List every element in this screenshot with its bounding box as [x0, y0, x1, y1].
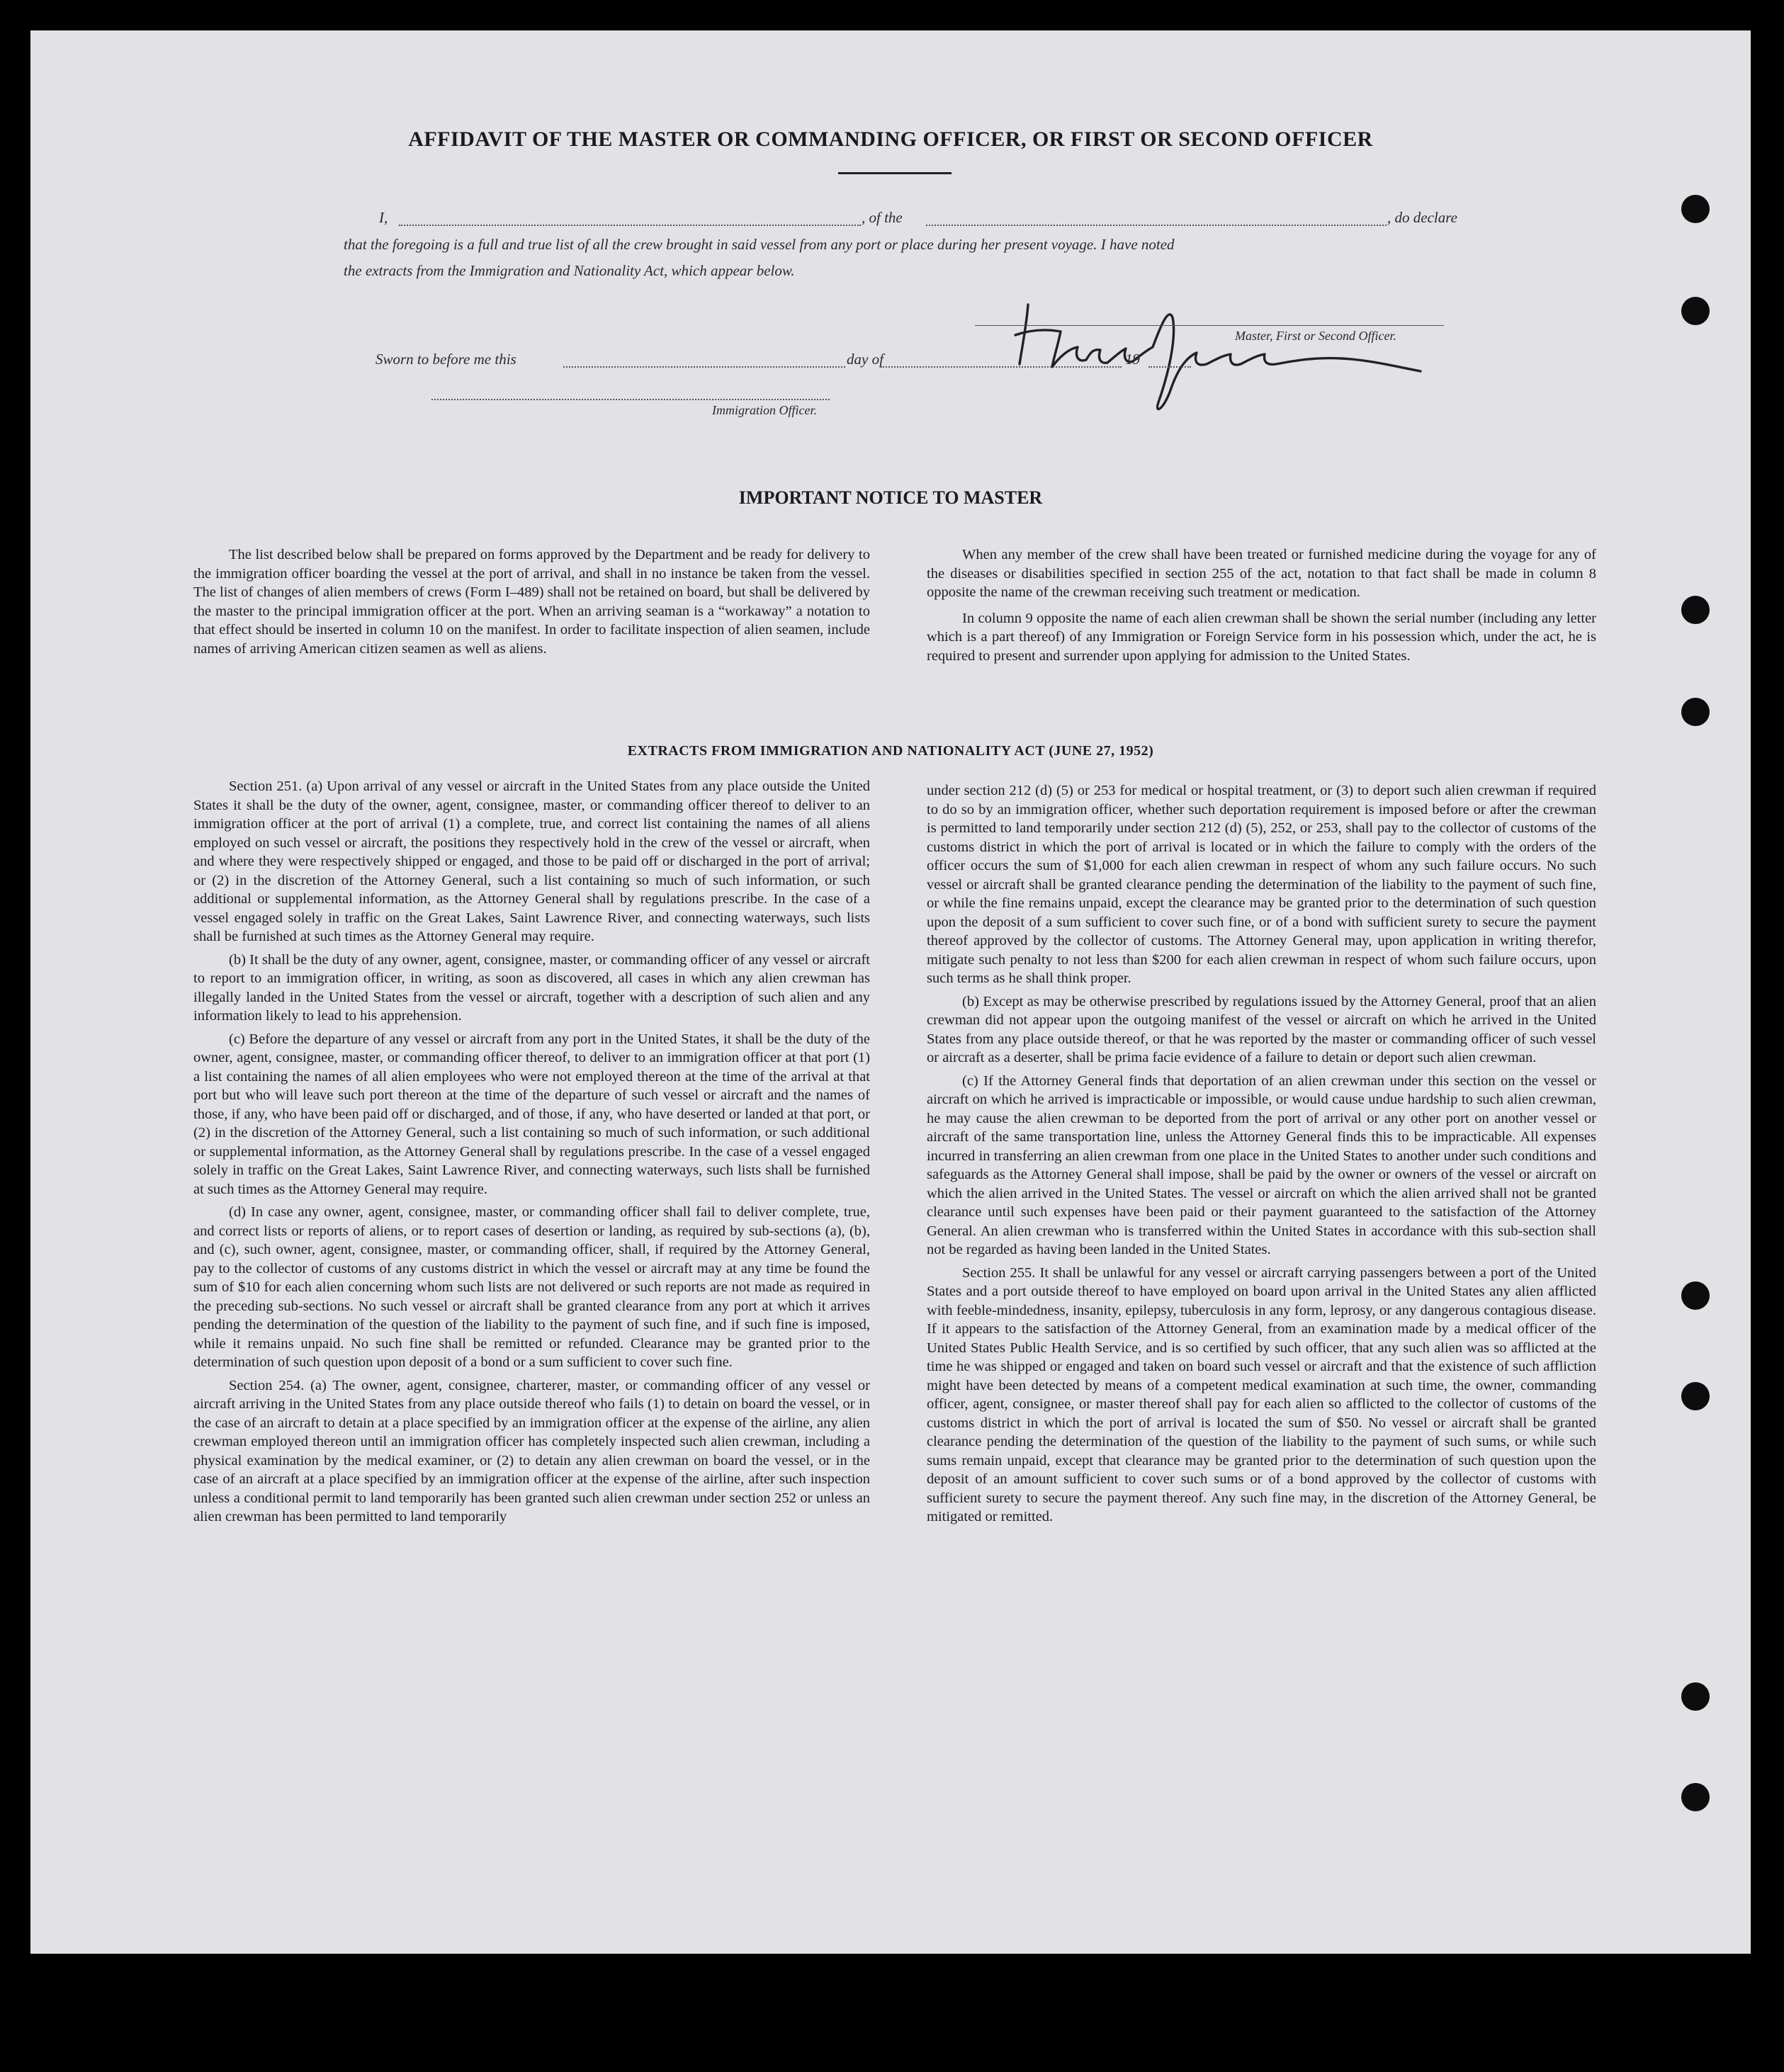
- document-page: [30, 30, 1751, 1954]
- do-declare-label: , do declare: [1387, 209, 1457, 226]
- punch-hole: [1681, 1682, 1710, 1711]
- title-rule: [838, 172, 952, 174]
- section-254-c: (c) If the Attorney General finds that deportation of an alien crewman under this section on the vessel or aircraft on which he arrived is impracticable or impossible, or would cause undue hardship to such alien crewman, he may cause the alien crewman to be deported from the port of arrival or any other port on another vessel or aircraft of the same transportation line, unless the Attorney General finds this to be impracticable. All expenses incurred in transferring an alien crewman from one place in the United States to another under such conditions and safeguards as the Attorney General shall impose, shall be paid by the owner or owners of the vessel or aircraft on which the alien arrived in the United States. The vessel or aircraft on which the alien arrived shall not be granted clearance until such expenses have been paid or their payment guaranteed to the satisfaction of the Attorney General. An alien crewman who is transferred within the United States in accordance with this sub-section shall not be regarded as having been landed in the United States.: [927, 1072, 1596, 1257]
- declaration-line-2: the extracts from the Immigration and Nationality Act, which appear below.: [344, 262, 795, 279]
- notice-right-paragraph-1: When any member of the crew shall have been treated or furnished medicine during the voyage for any of the diseases or disabilities specified in section 255 of the act, notation to that fact shall be made in column 8 opposite the name of the crewman receiving such treatment or medication.: [927, 547, 1596, 600]
- vessel-blank[interactable]: [926, 225, 1387, 226]
- officer-signature-blank[interactable]: [431, 399, 830, 400]
- day-of-label: day of: [847, 351, 883, 368]
- punch-hole: [1681, 297, 1710, 325]
- name-blank[interactable]: [399, 225, 861, 226]
- section-254-a: Section 254. (a) The owner, agent, consignee, charterer, master, or commanding officer of any vessel or aircraft arriving in the United States from any place outside thereof who fails (1) to detain on board the vessel, or in the case of an aircraft to detain at a place specified by an immigration officer at the expense of the airline, any alien crewman employed thereon until an immigration officer has completely inspected such alien crewman, including a physical examination by the medical examiner, or (2) to detain any alien crewman on board the vessel, or in the case of an aircraft at a place specified by an immigration officer at the expense of the airline, after such inspection unless a conditional permit to land temporarily has been granted such alien crewman under section 252 or unless an alien crewman has been permitted to land temporarily: [193, 1377, 870, 1524]
- section-251-d: (d) In case any owner, agent, consignee, master, or commanding officer shall fail to deliver complete, true, and correct lists or reports of aliens, or to report cases of desertion or landing, as required by sub-sections (a), (b), and (c), such owner, agent, consignee, master, or commanding officer, shall, if required by the Attorney General, pay to the collector of customs of any customs district in which the vessel or aircraft may at any time be found the sum of $10 for each alien concerning whom such lists are not delivered or such reports are not made as required in the preceding sub-sections. No such vessel or aircraft shall be granted clearance from any port at which it arrives pending the determination of the question of the liability to the payment of such fine, and if such fine is imposed, while it remains unpaid. No such fine shall be remitted or refunded. Clearance may be granted prior to the determination of such question upon deposit of a bond or a sum sufficient to cover such fine.: [193, 1204, 870, 1370]
- notice-left-paragraph: The list described below shall be prepared on forms approved by the Department and be ready for delivery to the immigration officer boarding the vessel at the port of arrival, and shall in no instance be taken from the vessel. The list of changes of alien members of crews (Form I–489) shall not be retained on board, but shall be delivered by the master to the principal immigration officer at the port. When an arriving seaman is a “workaway” a notation to that effect should be inserted in column 10 on the manifest. In order to facilitate inspection of alien seamen, include names of arriving American citizen seamen as well as aliens.: [193, 547, 870, 657]
- extracts-left-column: [193, 777, 870, 1531]
- notice-left-column: [193, 545, 870, 662]
- signature-image: [1001, 296, 1426, 417]
- punch-hole: [1681, 698, 1710, 726]
- section-255: Section 255. It shall be unlawful for any vessel or aircraft carrying passengers between a port of the United States and a port outside thereof to have employed on board upon arrival in the United States any alien afflicted with feeble-mindedness, insanity, epilepsy, tuberculosis in any form, leprosy, or any dangerous contagious disease. If it appears to the satisfaction of the Attorney General, from an examination made by a medical officer of the United States Public Health Service, and is so certified by such officer, that any such alien was so afflicted at the time he was shipped or engaged and taken on board such vessel or aircraft and that the existence of such affliction might have been detected by means of a competent medical examination at such time, the owner, commanding officer, agent, consignee, or master thereof shall pay for each alien so afflicted to the collector of customs of the customs district in which the port of arrival is located the sum of $50. No vessel or aircraft shall be granted clearance pending the determination of the question of the liability to the payment of such sums, or while such sums remain unpaid, except that clearance may be granted prior to the determination of such question upon the deposit of an amount sufficient to cover such sums or of a bond approved by the collector of customs with sufficient surety to secure the payment thereof. Any such fine may, in the discretion of the Attorney General, be mitigated or remitted.: [927, 1264, 1596, 1524]
- signature-caption: Master, First or Second Officer.: [1235, 329, 1396, 343]
- sworn-month-blank[interactable]: [881, 366, 1122, 368]
- declaration-line-1: that the foregoing is a full and true list of all the crew brought in said vessel from any port or place during her present voyage. I have noted: [344, 236, 1175, 253]
- of-the-label: , of the: [862, 209, 903, 226]
- extracts-right-column: [927, 781, 1596, 1531]
- punch-hole: [1681, 1783, 1710, 1811]
- affidavit-title: AFFIDAVIT OF THE MASTER OR COMMANDING OFFICER, OR FIRST OR SECOND OFFICER: [408, 128, 1373, 151]
- year-label: 19: [1125, 351, 1140, 368]
- officer-caption: Immigration Officer.: [712, 403, 817, 417]
- section-251-a: Section 251. (a) Upon arrival of any vessel or aircraft in the United States from any place outside the United States it shall be the duty of the owner, agent, consignee, master, or commanding officer thereof to deliver to an immigration officer at the port of arrival (1) a complete, true, and correct list containing the names of all aliens employed on such vessel or aircraft, the positions they respectively hold in the crew of the vessel or aircraft, when and where they were respectively shipped or engaged, and those to be paid off or discharged in the port of arrival; or (2) in the discretion of the Attorney General, such a list containing so much of such information, or such additional or supplemental information, as the Attorney General shall by regulations prescribe. In the case of a vessel engaged solely in traffic on the Great Lakes, Saint Lawrence River, and connecting waterways, such lists shall be furnished at such times as the Attorney General may require.: [193, 779, 870, 944]
- section-254-b: (b) Except as may be otherwise prescribed by regulations issued by the Attorney General, proof that an alien crewman did not appear upon the outgoing manifest of the vessel or aircraft on which he arrived in the United States from any place outside thereof, or that he was reported by the master or commanding officer of such vessel or aircraft as a deserter, shall be prima facie evidence of a failure to detain or deport such alien crewman.: [927, 993, 1596, 1065]
- extracts-title: EXTRACTS FROM IMMIGRATION AND NATIONALITY ACT (JUNE 27, 1952): [627, 743, 1154, 759]
- notice-title: IMPORTANT NOTICE TO MASTER: [738, 487, 1043, 508]
- punch-hole: [1681, 1382, 1710, 1410]
- sworn-label: Sworn to before me this: [376, 351, 516, 368]
- signature-line[interactable]: [975, 325, 1444, 326]
- section-254-a-continued: under section 212 (d) (5) or 253 for medical or hospital treatment, or (3) to deport such alien crewman if required to do so by an immigration officer, whether such deportation requirement is imposed before or after the crewman is permitted to land temporarily under section 212 (d) (5), 252, or 253, shall pay to the collector of customs of the customs district in which the port of arrival is located or in which the failure to comply with the orders of the officer occurs the sum of $1,000 for each alien crewman in respect of whom any such failure occurs. No such vessel or aircraft shall be granted clearance pending the determination of the liability to the payment of such fine, or while the fine remains unpaid, except the clearance may be granted prior to the determination of such question upon the deposit of a sum sufficient to cover such fine, or of a bond with sufficient surety to secure the payment thereof approved by the collector of customs. The Attorney General may, upon application in writing therefor, mitigate such penalty to not less than $200 for each alien crewman in respect of whom such failure occurs, upon such terms as he shall think proper.: [927, 783, 1596, 986]
- notice-right-paragraph-2: In column 9 opposite the name of each alien crewman shall be shown the serial number (including any letter which is a part thereof) of any Immigration or Foreign Service form in his possession which, under the act, he is required to present and surrender upon applying for admission to the United States.: [927, 610, 1596, 664]
- sworn-day-blank[interactable]: [563, 366, 845, 368]
- punch-hole: [1681, 195, 1710, 223]
- section-251-b: (b) It shall be the duty of any owner, agent, consignee, master, or commanding officer of any vessel or aircraft to report to an immigration officer, in writing, as soon as discovered, all cases in which any alien crewman has illegally landed in the United States from the vessel or aircraft, together with a description of such alien and any information likely to lead to his apprehension.: [193, 951, 870, 1024]
- i-label: I,: [379, 209, 388, 226]
- section-251-c: (c) Before the departure of any vessel or aircraft from any port in the United States, it shall be the duty of the owner, agent, consignee, master, or commanding officer thereof, to deliver to an immigration officer at that port (1) a list containing the names of all alien employees who were not employed thereon at the time of the arrival at that port but who will leave such port thereon at the time of the departure of such vessel or aircraft and the names of those, if any, who have been paid off or discharged, and of those, if any, who have deserted or landed at that port, or (2) in the discretion of the Attorney General, such a list containing so much of such information, or such additional or supplemental information, as the Attorney General shall by regulations prescribe. In the case of a vessel engaged solely in traffic on the Great Lakes, Saint Lawrence River, and connecting waterways, such lists shall be furnished at such times as the Attorney General may require.: [193, 1031, 870, 1197]
- notice-right-column: [927, 545, 1596, 669]
- punch-hole: [1681, 596, 1710, 624]
- sworn-year-blank[interactable]: [1148, 366, 1191, 368]
- punch-hole: [1681, 1281, 1710, 1310]
